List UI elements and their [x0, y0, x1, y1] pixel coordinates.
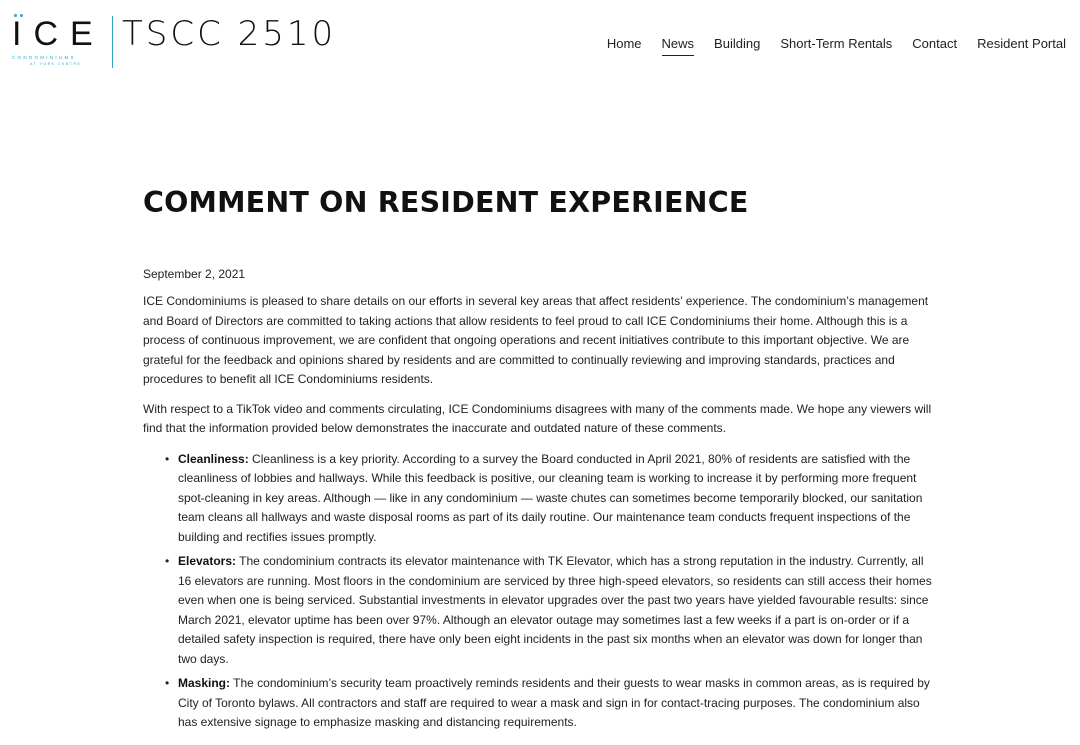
- logo-wordmark: ICE: [12, 15, 105, 53]
- list-item-masking: [165, 674, 933, 733]
- ice-logo[interactable]: [12, 14, 112, 72]
- nav-resident-portal[interactable]: Resident Portal: [977, 36, 1066, 51]
- list-item-heading: Cleanliness:: [178, 451, 249, 466]
- nav-contact[interactable]: Contact: [912, 36, 958, 51]
- nav-news[interactable]: News: [662, 35, 695, 56]
- bullet-icon: •: [165, 451, 170, 466]
- bullet-icon: •: [165, 676, 170, 690]
- list-item-heading: Masking:: [178, 676, 231, 690]
- article-date: September 2, 2021: [143, 267, 246, 281]
- site-name: TSCC 2510: [122, 14, 337, 54]
- list-item-elevators: [165, 552, 933, 669]
- nav-building[interactable]: Building: [714, 36, 761, 51]
- logo-subtitle: CONDOMINIUMS: [12, 55, 76, 60]
- key-areas-list: [143, 450, 943, 733]
- list-item-text: Cleanliness is a key priority. According to a survey the Board conducted in April 2021, 80% of residents are satisfied with the cleanliness of lobbies and hallways. While this feedback is positive, our cleaning team is working to increase it by performing more frequent spot-cleaning in key areas. Although — like in any condominium — waste chutes can sometimes become temporarily blocked, our sanitation team cleans all hallways and waste disposal rooms as part of its daily routine. Our maintenance team conducts frequent inspections of the building and rectifies issues promptly.: [178, 451, 923, 544]
- article-paragraph: With respect to a TikTok video and comments circulating, ICE Condominiums disagrees with many of the comments made. We hope any viewers will find that the information provided below demonstrates the inaccurate and outdated nature of these comments.: [143, 401, 932, 435]
- logo-divider: [112, 16, 113, 68]
- article-title: COMMENT ON RESIDENT EXPERIENCE: [143, 186, 749, 219]
- nav-short-term-rentals[interactable]: Short-Term Rentals: [780, 36, 893, 51]
- article-paragraph: ICE Condominiums is pleased to share details on our efforts in several key areas that affect residents’ experience. The condominium’s management and Board of Directors are committed to taking actions that allow residents to feel proud to call ICE Condominiums their home. Although this is a process of continuous improvement, we are confident that ongoing operations and recent initiatives contribute to this important objective. We are grateful for the feedback and opinions shared by residents and are committed to continually reviewing and improving standards, practices and procedures to benefit all ICE Condominiums residents.: [143, 294, 929, 386]
- list-item-text: The condominium contracts its elevator maintenance with TK Elevator, which has a strong reputation in the industry. Currently, all 16 elevators are running. Most floors in the condominium are serviced by three high-speed elevators, so residents can still access their homes even when one is being serviced. Substantial investments in elevator upgrades over the past two years have yielded favourable results: since March 2021, elevator uptime has been over 97%. Although an elevator outage may sometimes last a few weeks if a part is on-order or if a detailed safety inspection is required, there have only been eight incidents in the past six months when an elevator was down for longer than two days.: [178, 554, 932, 666]
- list-item-text: The condominium’s security team proactively reminds residents and their guests to wear masks in common areas, as is required by City of Toronto bylaws. All contractors and staff are required to wear a mask and sign in for contact-tracing purposes. The condominium also has extensive signage to emphasize masking and distancing requirements.: [178, 676, 930, 729]
- bullet-icon: •: [165, 554, 170, 568]
- nav-home[interactable]: Home: [606, 36, 642, 51]
- list-item-heading: Elevators:: [178, 554, 237, 568]
- logo-tagline: AT YORK CENTRE: [30, 62, 82, 66]
- list-item-cleanliness: [165, 450, 933, 548]
- article: [143, 180, 943, 738]
- site-header: [0, 0, 1080, 80]
- main-nav: [607, 35, 1066, 56]
